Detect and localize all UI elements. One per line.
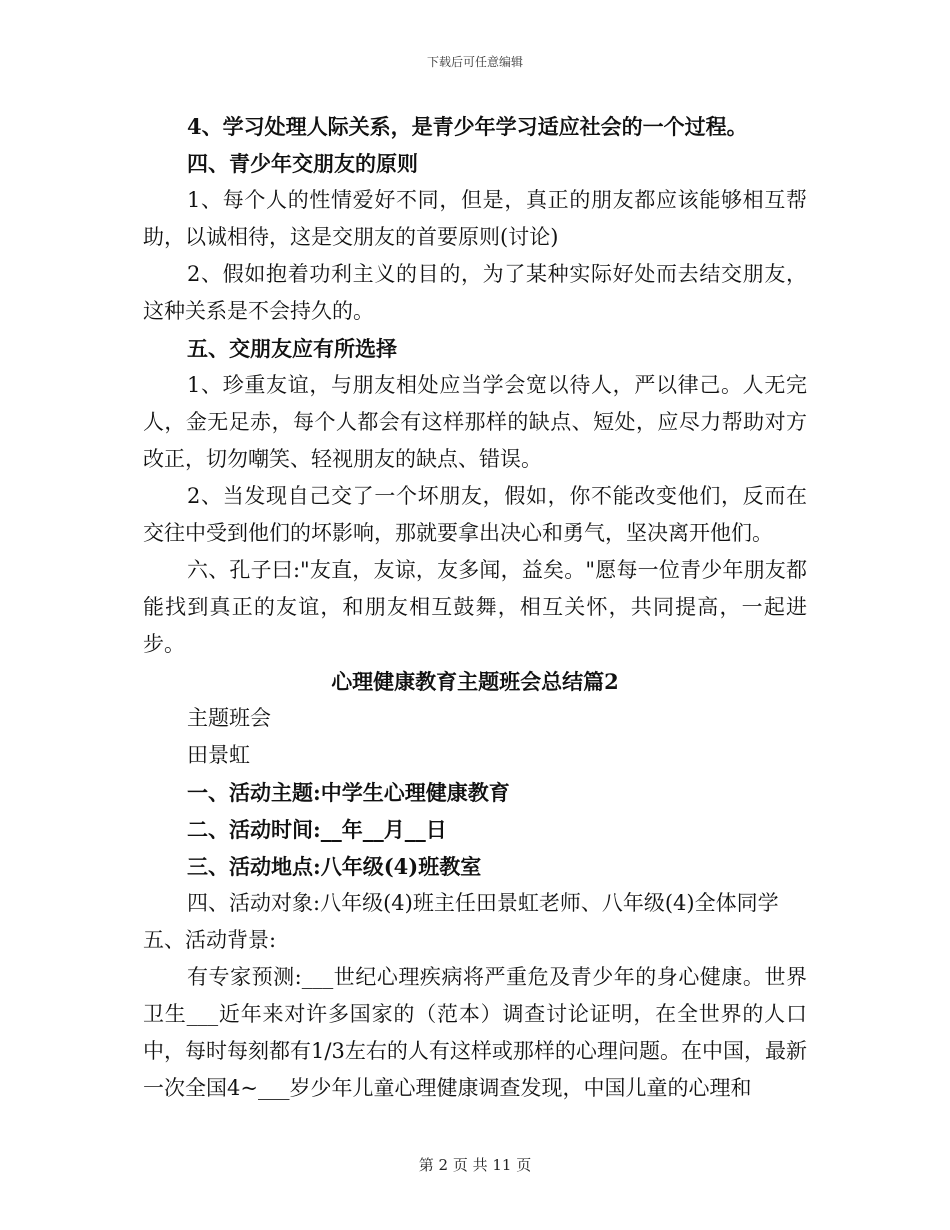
paragraph: 四、活动对象:八年级(4)班主任田景虹老师、八年级(4)全体同学 (187, 891, 779, 915)
page-number-footer: 第 2 页 共 11 页 (418, 1156, 532, 1174)
paragraph: 2、假如抱着功利主义的目的，为了某种实际好处而去结交朋友，这种关系是不会持久的。 (143, 262, 807, 323)
paragraph: 2、当发现自己交了一个坏朋友，假如，你不能改变他们，反而在交往中受到他们的坏影响，那就要拿出决心和勇气，坚决离开他们。 (143, 484, 807, 545)
point-4-heading: 4、学习处理人际关系，是青少年学习适应社会的一个过程。 (187, 114, 748, 139)
paragraph: 主题班会 (187, 706, 271, 730)
paragraph: 六、孔子曰:"友直，友谅，友多闻，益矣。"愿每一位青少年朋友都能找到真正的友谊，和朋友相互鼓舞，相互关怀，共同提高，一起进步。 (143, 558, 807, 656)
author-name: 田景虹 (187, 743, 250, 767)
document-body (143, 108, 807, 1107)
paragraph: 五、活动背景: (143, 928, 277, 952)
page-header-note: 下载后可任意编辑 (426, 55, 523, 69)
section-4-heading: 四、青少年交朋友的原则 (187, 151, 418, 176)
paragraph: 1、珍重友谊，与朋友相处应当学会宽以待人，严以律己。人无完人，金无足赤，每个人都会有这样那样的缺点、短处，应尽力帮助对方改正，切勿嘲笑、轻视朋友的缺点、错误。 (143, 373, 807, 471)
paragraph: 有专家预测:___世纪心理疾病将严重危及青少年的身心健康。世界卫生___近年来对许多国家的（范本）调查讨论证明，在全世界的人口中，每时每刻都有1/3左右的人有这样或那样的心理问题。在中国，最新一次全国4~___岁少年儿童心理健康调查发现，中国儿童的心理和 (143, 965, 807, 1100)
section-5-heading: 五、交朋友应有所选择 (187, 336, 397, 361)
activity-theme-heading: 一、活动主题:中学生心理健康教育 (187, 780, 510, 805)
activity-time-heading: 二、活动时间:__年__月__日 (187, 817, 447, 842)
paragraph: 1、每个人的性情爱好不同，但是，真正的朋友都应该能够相互帮助，以诚相待，这是交朋友的首要原则(讨论) (143, 188, 807, 249)
activity-location-heading: 三、活动地点:八年级(4)班教室 (187, 854, 482, 879)
article-subtitle: 心理健康教育主题班会总结篇2 (331, 669, 619, 694)
